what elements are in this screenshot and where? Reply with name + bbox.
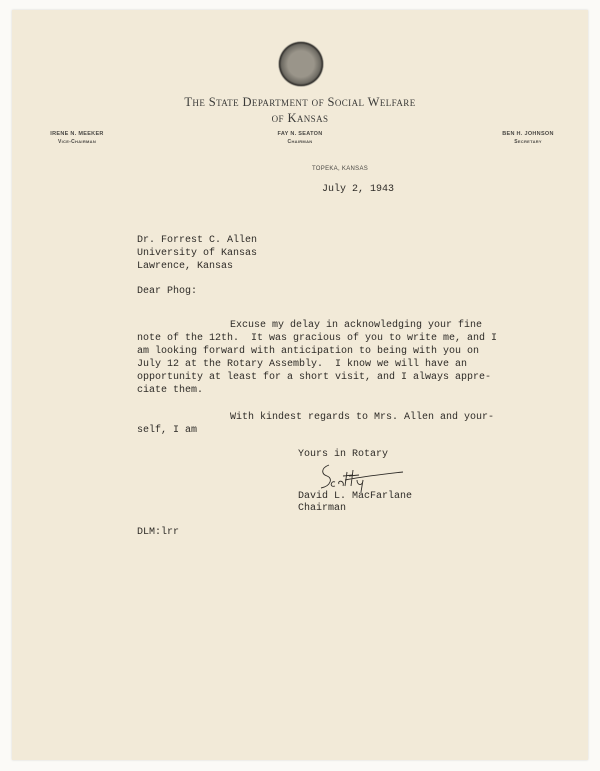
left-officer-name: IRENE N. MEEKER [50,131,104,137]
letterhead-location: TOPEKA, KANSAS [311,166,369,172]
left-officer-title: Vice-Chairman [57,139,97,145]
typist-initials: DLM:lrr [137,527,180,538]
body-line: Excuse my delay in acknowledging your fine [230,320,483,331]
signer-title: Chairman [298,503,347,514]
signer-name: David L. MacFarlane [298,491,413,502]
letterhead-subtitle: of Kansas [271,111,329,125]
address-line: Dr. Forrest C. Allen [137,235,258,246]
body-line: self, I am [137,425,198,436]
body-line: am looking forward with anticipation to being with you on [137,346,480,357]
address-line: Lawrence, Kansas [137,261,234,272]
address-line: University of Kansas [137,248,258,259]
body-line: With kindest regards to Mrs. Allen and your- [230,412,495,423]
right-officer-title: Secretary [514,139,542,145]
letterhead-title: The State Department of Social Welfare [184,95,416,109]
center-officer-title: Chairman [287,139,313,145]
state-seal-icon [278,41,324,87]
body-line: opportunity at least for a short visit, and I always appre- [137,372,492,383]
closing: Yours in Rotary [298,449,389,460]
body-line: July 12 at the Rotary Assembly. I know we will have an [137,359,468,370]
right-officer-name: BEN H. JOHNSON [502,131,554,137]
body-line: ciate them. [137,385,204,396]
center-officer-name: FAY N. SEATON [277,131,323,137]
signature-icon [315,462,405,492]
body-line: note of the 12th. It was gracious of you to write me, and I [137,333,498,344]
salutation: Dear Phog: [137,286,198,297]
letter-date: July 2, 1943 [322,184,395,195]
